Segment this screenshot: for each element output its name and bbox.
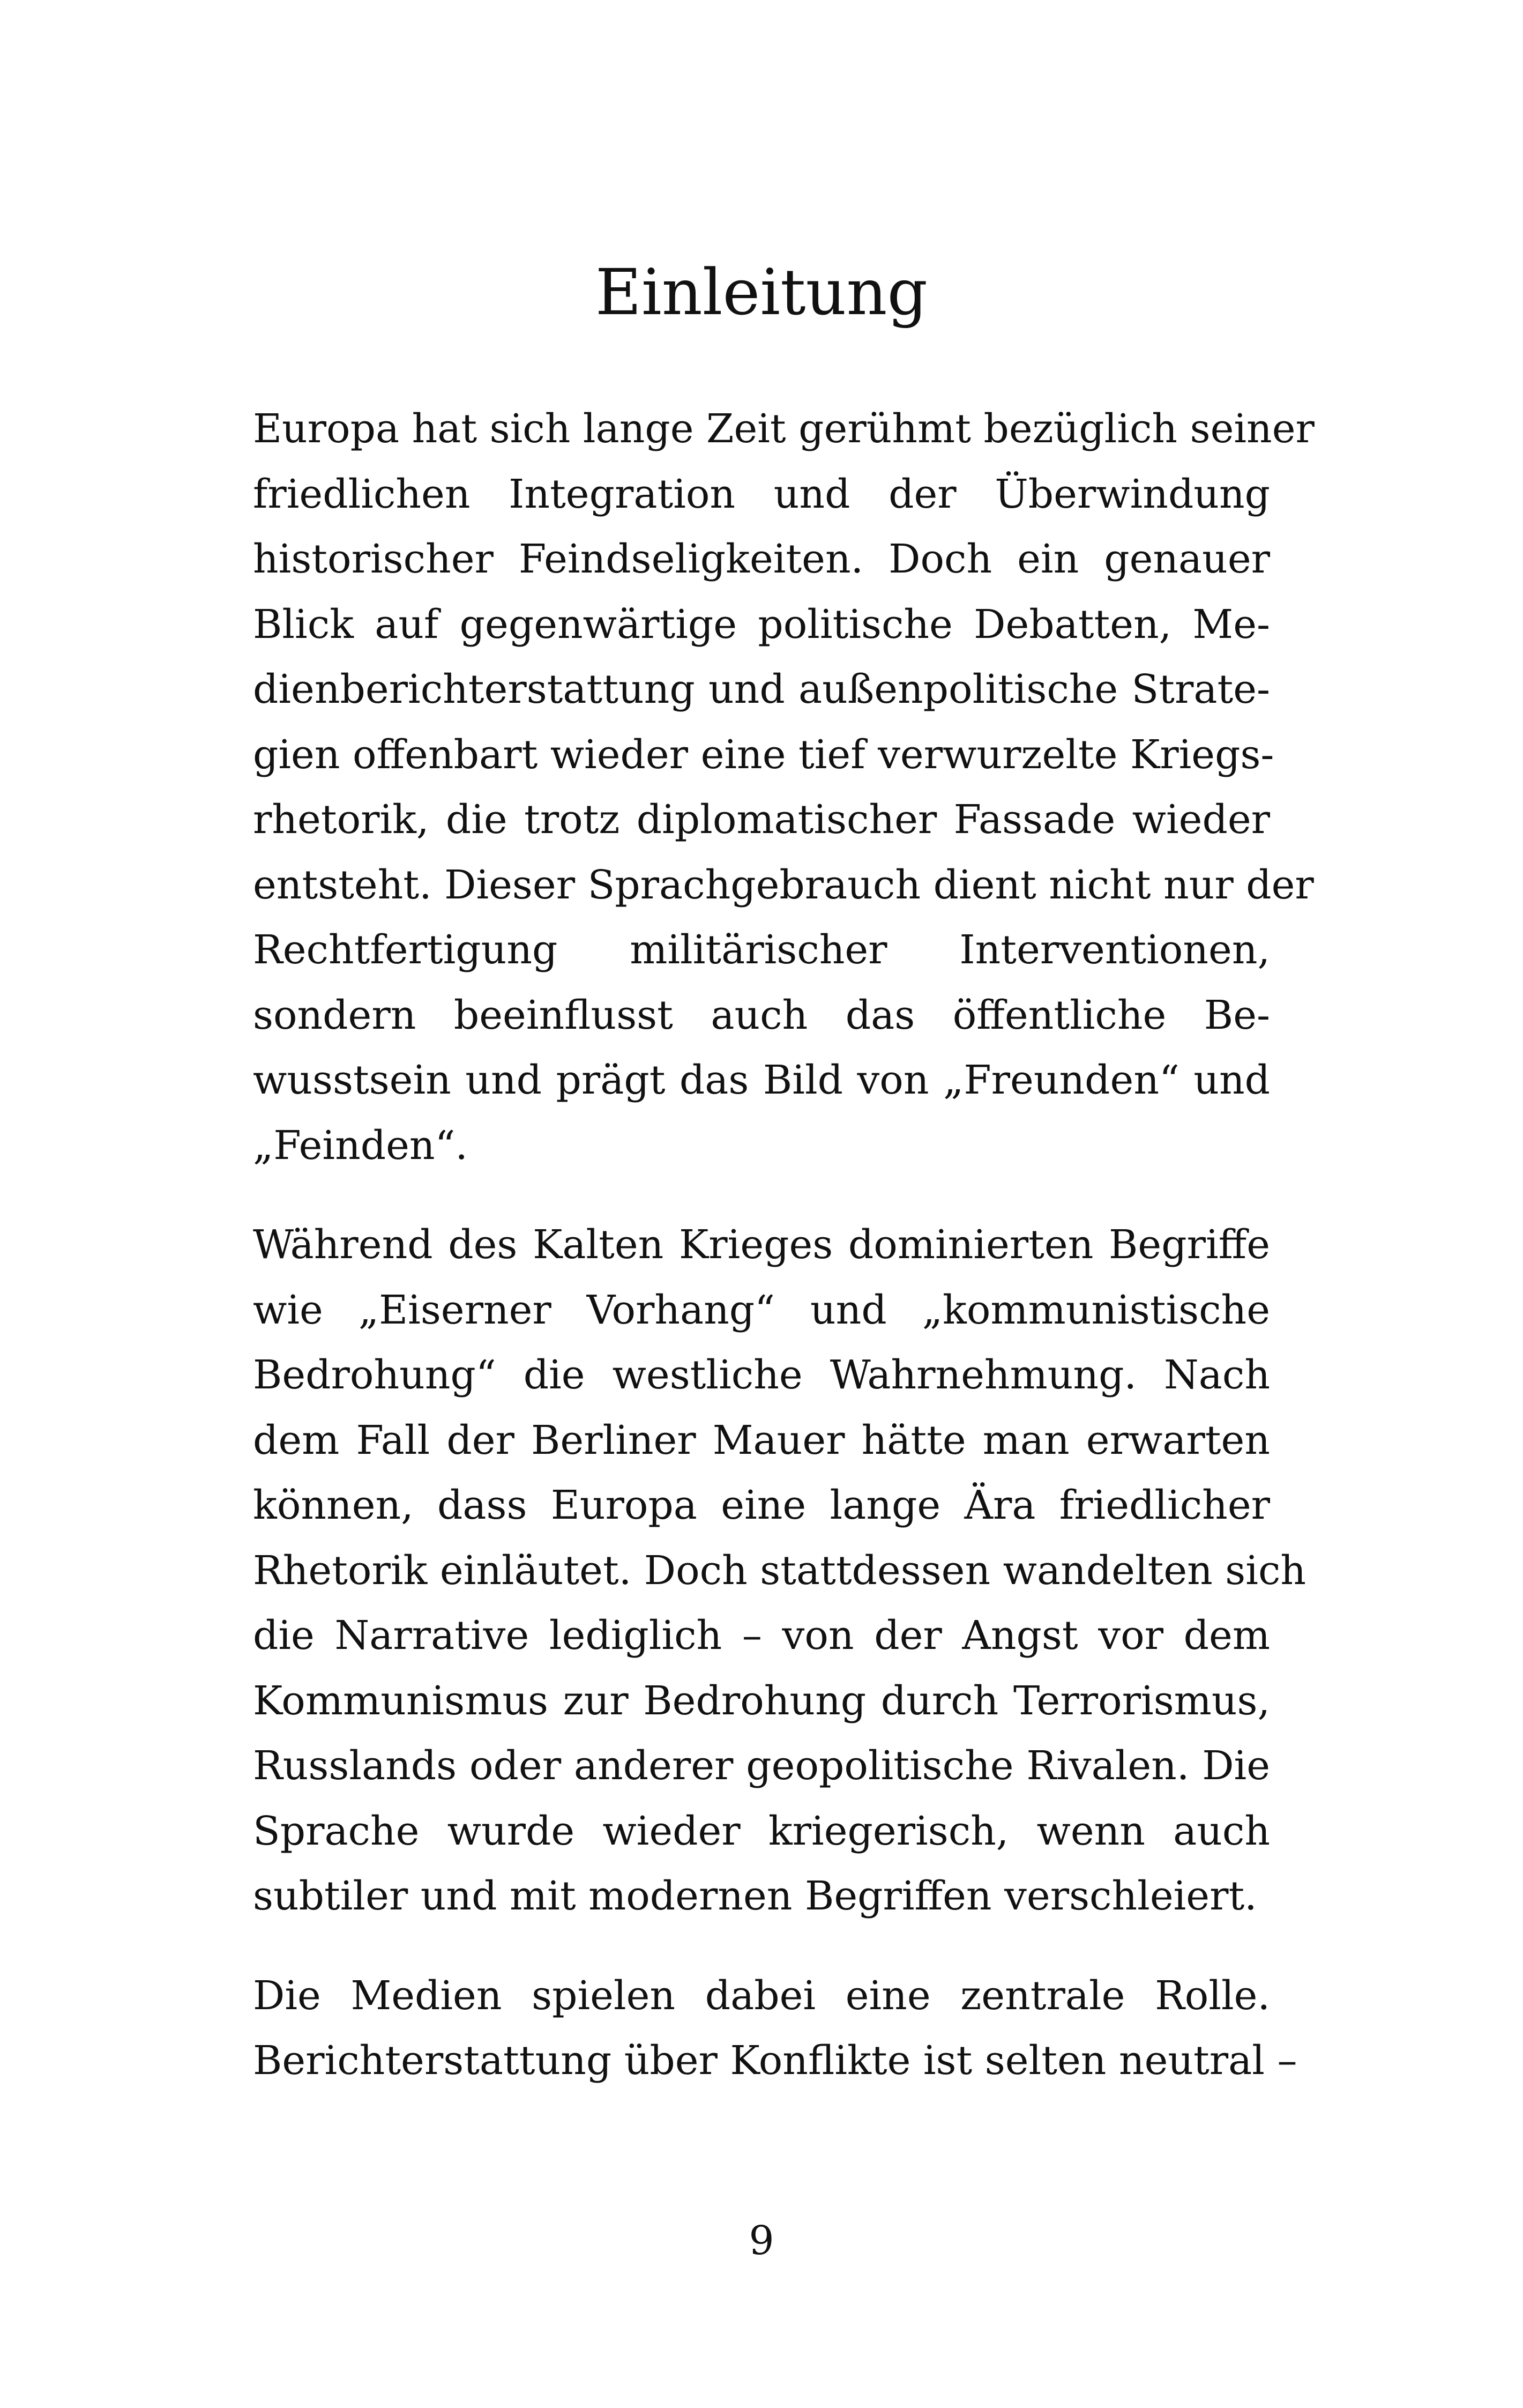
text-line: subtiler und mit modernen Begriffen verschleiert.: [253, 1873, 1257, 1919]
text-line: Rhetorik einläutet. Doch stattdessen wandelten sich: [253, 1547, 1307, 1594]
text-line: sondern beeinflusst auch das öffentliche Be-: [253, 992, 1270, 1038]
text-line: „Feinden“.: [253, 1122, 468, 1169]
paragraph-1: [253, 397, 1315, 1178]
text-line: entsteht. Dieser Sprachgebrauch dient nicht nur der: [253, 861, 1314, 908]
text-line: die Narrative lediglich – von der Angst vor dem: [253, 1612, 1270, 1659]
text-line: wie „Eiserner Vorhang“ und „kommunistische: [253, 1287, 1270, 1333]
text-line: Bedrohung“ die westliche Wahrnehmung. Nach: [253, 1352, 1270, 1398]
text-line: dienberichterstattung und außenpolitische Strate-: [253, 666, 1270, 712]
text-line: Russlands oder anderer geopolitische Rivalen. Die: [253, 1743, 1270, 1789]
text-line: Europa hat sich lange Zeit gerühmt bezüglich seiner: [253, 406, 1315, 452]
body-text: [253, 397, 1315, 2094]
page-number: 9: [749, 2218, 774, 2264]
text-line: gien offenbart wieder eine tief verwurzelte Kriegs-: [253, 731, 1274, 778]
text-line: Sprache wurde wieder kriegerisch, wenn auch: [253, 1808, 1270, 1854]
text-line: können, dass Europa eine lange Ära friedlicher: [253, 1482, 1270, 1528]
text-line: dem Fall der Berliner Mauer hätte man erwarten: [253, 1417, 1270, 1463]
chapter-title: Einleitung: [595, 255, 928, 329]
text-line: Kommunismus zur Bedrohung durch Terrorismus,: [253, 1677, 1270, 1724]
text-line: Rechtfertigung militärischer Interventionen,: [253, 927, 1270, 973]
paragraph-2: [253, 1213, 1307, 1929]
text-line: friedlichen Integration und der Überwindung: [253, 471, 1270, 517]
text-line: historischer Feindseligkeiten. Doch ein genauer: [253, 536, 1270, 582]
text-line: rhetorik, die trotz diplomatischer Fassade wieder: [253, 797, 1270, 843]
text-line: wusstsein und prägt das Bild von „Freunden“ und: [253, 1057, 1270, 1103]
text-line: Berichterstattung über Konflikte ist selten neutral –: [253, 2038, 1297, 2084]
text-line: Während des Kalten Krieges dominierten Begriffe: [253, 1222, 1270, 1268]
text-line: Die Medien spielen dabei eine zentrale Rolle.: [253, 1972, 1270, 2019]
paragraph-3: [253, 1964, 1297, 2094]
text-line: Blick auf gegenwärtige politische Debatten, Me-: [253, 601, 1270, 648]
